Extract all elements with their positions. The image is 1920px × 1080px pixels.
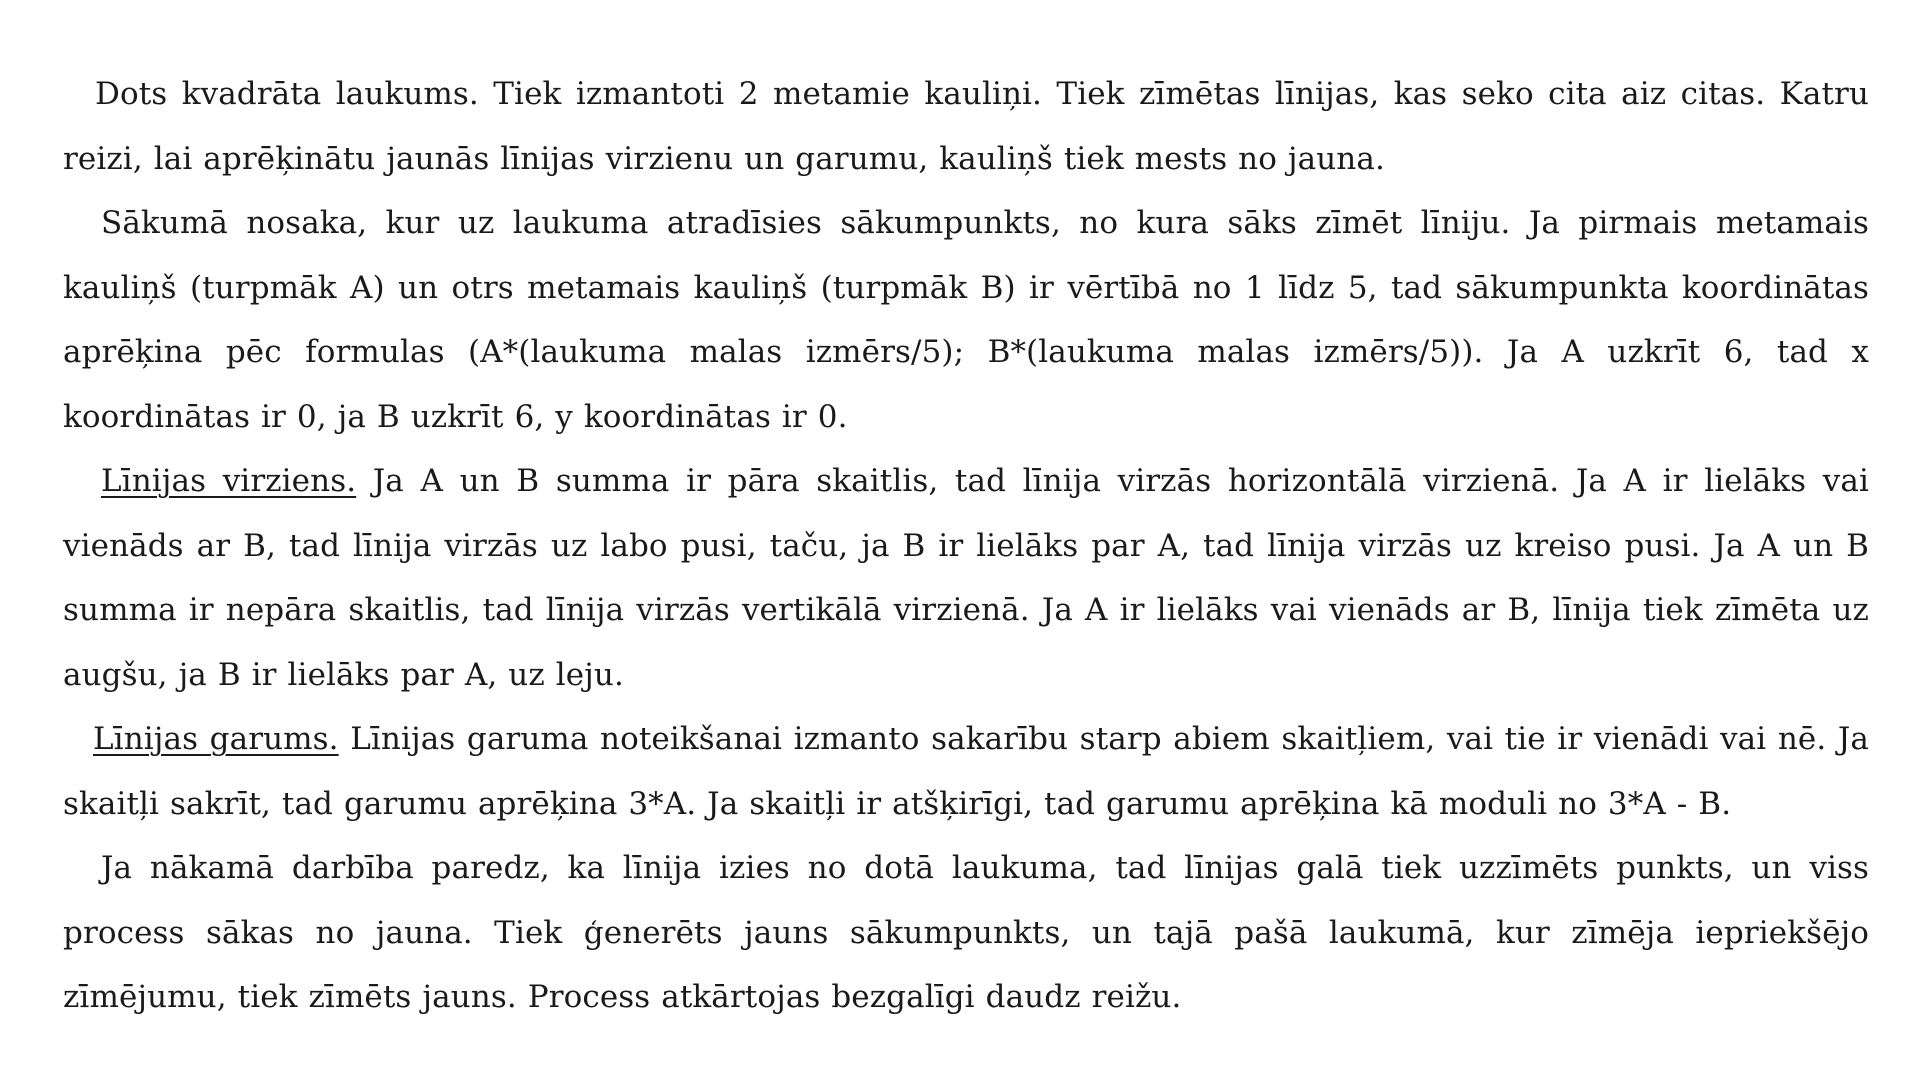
paragraph-line-direction-text: Ja A un B summa ir pāra skaitlis, tad līnija virzās horizontālā virzienā. Ja A ir lielāks vai vienāds ar B, tad līnija virzās uz labo pusi, taču, ja B ir lielāks par A, tad līnija virzās uz kreiso pusi. Ja A un B summa ir nepāra skaitlis, tad līnija virzās vertikālā virzienā. Ja A ir lielāks vai vienāds ar B, līnija tiek zīmēta uz augšu, ja B ir lielāks par A, uz leju. xyxy=(63,463,1869,693)
line-length-heading: Līnijas garums. xyxy=(93,721,339,757)
paragraph-start-point xyxy=(63,191,1869,449)
paragraph-start-point-text: Sākumā nosaka, kur uz laukuma atradīsies sākumpunkts, no kura sāks zīmēt līniju. Ja pirmais metamais kauliņš (turpmāk A) un otrs metamais kauliņš (turpmāk B) ir vērtībā no 1 līdz 5, tad sākumpunkta koordinātas aprēķina pēc formulas (A*(laukuma malas izmērs/5); B*(laukuma malas izmērs/5)). Ja A uzkrīt 6, tad x koordinātas ir 0, ja B uzkrīt 6, y koordinātas ir 0. xyxy=(63,205,1869,435)
paragraph-intro xyxy=(63,62,1869,191)
document-body xyxy=(63,62,1869,1030)
paragraph-line-length xyxy=(63,707,1869,836)
line-direction-heading: Līnijas virziens. xyxy=(101,463,357,499)
paragraph-line-direction xyxy=(63,449,1869,707)
paragraph-restart xyxy=(63,836,1869,1030)
paragraph-line-length-text: Līnijas garuma noteikšanai izmanto sakarību starp abiem skaitļiem, vai tie ir vienādi vai nē. Ja skaitļi sakrīt, tad garumu aprēķina 3*A. Ja skaitļi ir atšķirīgi, tad garumu aprēķina kā moduli no 3*A - B. xyxy=(63,721,1869,822)
paragraph-restart-text: Ja nākamā darbība paredz, ka līnija izies no dotā laukuma, tad līnijas galā tiek uzzīmēts punkts, un viss process sākas no jauna. Tiek ģenerēts jauns sākumpunkts, un tajā pašā laukumā, kur zīmēja iepriekšējo zīmējumu, tiek zīmēts jauns. Process atkārtojas bezgalīgi daudz reižu. xyxy=(63,850,1869,1015)
paragraph-intro-text: Dots kvadrāta laukums. Tiek izmantoti 2 metamie kauliņi. Tiek zīmētas līnijas, kas seko cita aiz citas. Katru reizi, lai aprēķinātu jaunās līnijas virzienu un garumu, kauliņš tiek mests no jauna. xyxy=(63,76,1869,177)
